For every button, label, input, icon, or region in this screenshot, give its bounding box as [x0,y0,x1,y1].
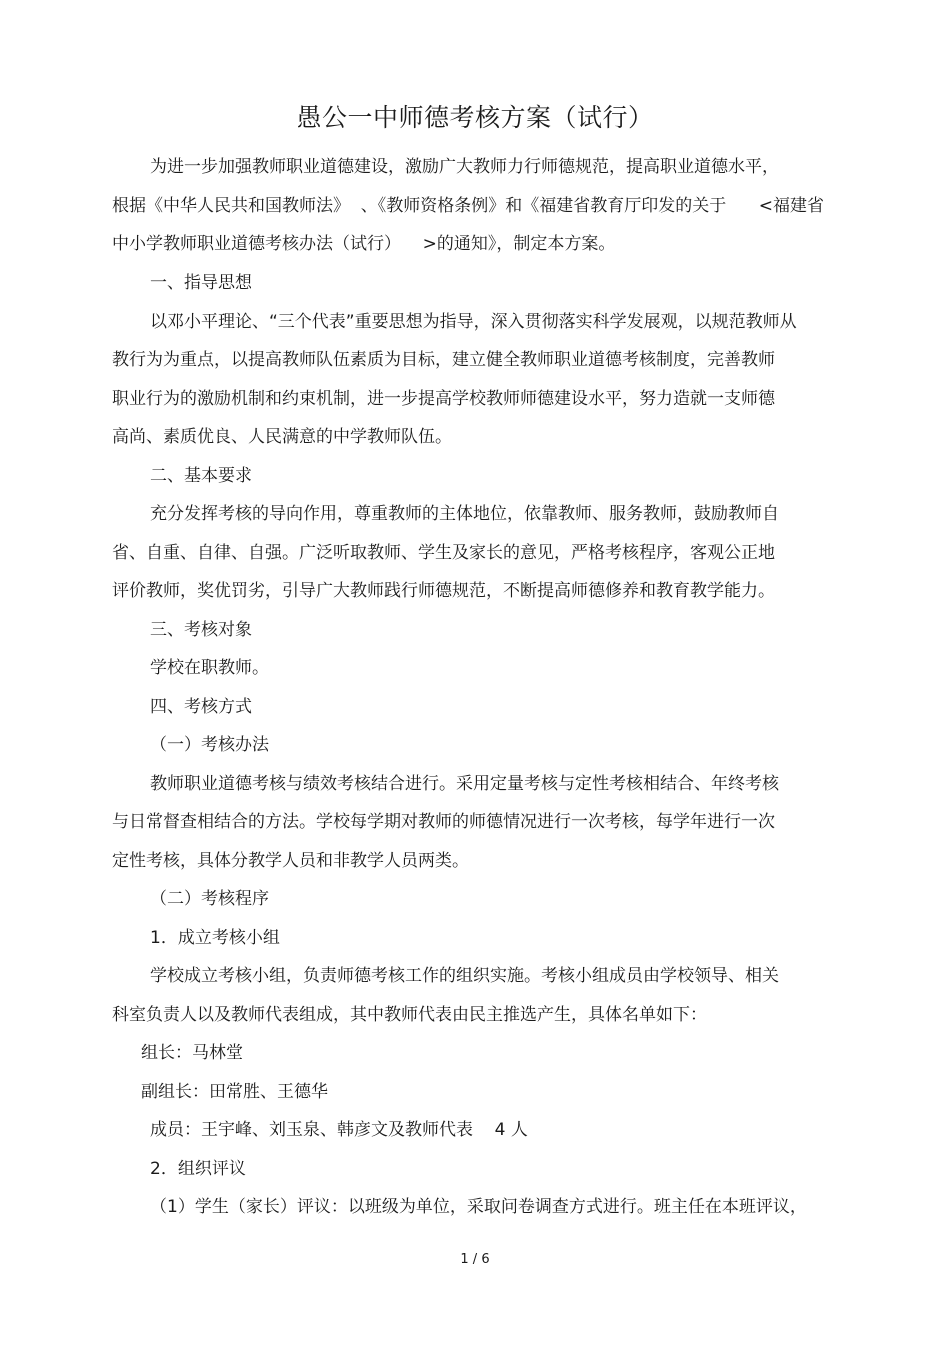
subsection-heading: 2．组织评议 [150,1159,246,1179]
page-number: 1 / 6 [460,1252,490,1267]
text-line: 充分发挥考核的导向作用，尊重教师的主体地位，依靠教师、服务教师，鼓励教师自 [150,504,779,524]
text-line: 中小学教师职业道德考核办法（试行） >的通知》，制定本方案。 [112,234,616,254]
text-line: 成员：王宇峰、刘玉泉、韩彦文及教师代表 4 人 [150,1120,528,1140]
text-line: 副组长：田常胜、王德华 [141,1082,328,1102]
text-line: 教行为为重点，以提高教师队伍素质为目标，建立健全教师职业道德考核制度，完善教师 [112,350,775,370]
text-line: 职业行为的激励机制和约束机制，进一步提高学校教师师德建设水平，努力造就一支师德 [112,389,775,409]
text-line: 为进一步加强教师职业道德建设，激励广大教师力行师德规范，提高职业道德水平， [150,157,779,177]
subsection-heading: （二）考核程序 [150,889,269,909]
document-title: 愚公一中师德考核方案（试行） [296,103,654,132]
section-heading: 一、指导思想 [150,273,252,293]
section-heading: 三、考核对象 [150,620,252,640]
text-line: 与日常督查相结合的方法。学校每学期对教师的师德情况进行一次考核，每学年进行一次 [112,812,775,832]
text-line: 以邓小平理论、“三个代表”重要思想为指导，深入贯彻落实科学发展观，以规范教师从 [150,312,797,332]
text-line: 组长：马林堂 [141,1043,243,1063]
text-line: 省、自重、自律、自强。广泛听取教师、学生及家长的意见，严格考核程序，客观公正地 [112,543,775,563]
text-line: 高尚、素质优良、人民满意的中学教师队伍。 [112,427,452,447]
text-line: 评价教师，奖优罚劣，引导广大教师践行师德规范，不断提高师德修养和教育教学能力。 [112,581,775,601]
text-line: 教师职业道德考核与绩效考核结合进行。采用定量考核与定性考核相结合、年终考核 [150,774,779,794]
text-line: 学校成立考核小组，负责师德考核工作的组织实施。考核小组成员由学校领导、相关 [150,966,779,986]
text-line: 科室负责人以及教师代表组成，其中教师代表由民主推选产生，具体名单如下： [112,1005,707,1025]
subsection-heading: 1．成立考核小组 [150,928,280,948]
subsection-heading: （一）考核办法 [150,735,269,755]
section-heading: 四、考核方式 [150,697,252,717]
section-heading: 二、基本要求 [150,466,252,486]
text-line: 根据《中华人民共和国教师法》 、《教师资格条例》和《福建省教育厅印发的关于 <福建省 [112,196,824,216]
text-line: 学校在职教师。 [150,658,269,678]
text-line: 定性考核，具体分教学人员和非教学人员两类。 [112,851,469,871]
text-line: （1）学生（家长）评议：以班级为单位，采取问卷调查方式进行。班主任在本班评议， [150,1197,807,1217]
